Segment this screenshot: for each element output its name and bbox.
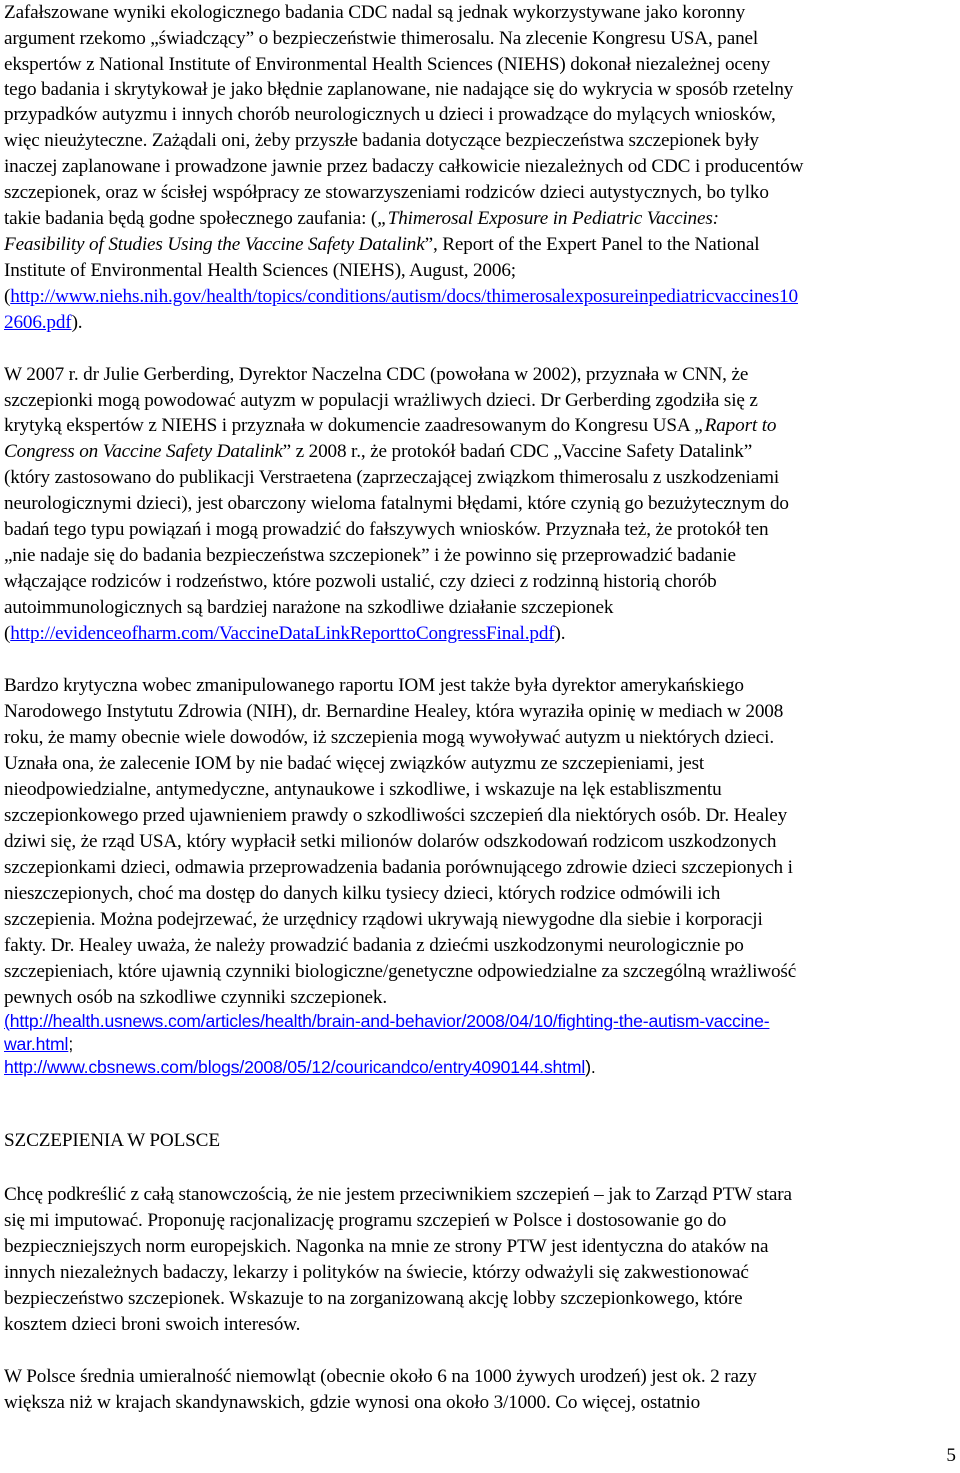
text-span: więc nieużyteczne. Zażądali oni, żeby przyszłe badania dotyczące bezpieczeństwa szczepionek były [4, 130, 759, 151]
text-line [4, 154, 803, 180]
text-span: ”, Report of the Expert Panel to the National [424, 234, 760, 255]
hyperlink[interactable]: war.html [4, 1034, 69, 1054]
text-span: ekspertów z National Institute of Environmental Health Sciences (NIEHS) dokonał niezależnej oceny [4, 54, 771, 75]
text-line [4, 465, 779, 491]
text-line [4, 1390, 700, 1416]
text-span: szczepionek, oraz w ścisłej współpracy ze stowarzyszeniami rodziców dzieci autystycznych, bo tylko [4, 182, 769, 203]
text-span: szczepienia. Można podejrzewać, że urzędnicy rządowi ukrywają niewygodne dla siebie i korporacji [4, 909, 763, 930]
text-span: bezpieczniejszych norm europejskich. Nagonka na mnie ze strony PTW jest identyczna do ataków na [4, 1236, 769, 1257]
text-line [4, 491, 789, 517]
text-span: kosztem dzieci broni swoich interesów. [4, 1314, 301, 1335]
text-span: nieszczepionych, choć ma dostęp do danych kilku tysiecy dzieci, których rodzice odmówili ich [4, 883, 721, 904]
italic-text: Congress on Vaccine Safety Datalink [4, 441, 283, 462]
text-line [4, 1128, 220, 1154]
page-number: 5 [946, 1445, 956, 1466]
text-line [4, 413, 776, 439]
text-line [4, 595, 613, 621]
text-span: ). [585, 1057, 596, 1077]
text-line [4, 77, 793, 103]
text-line [4, 751, 704, 777]
hyperlink[interactable]: http://health.usnews.com/articles/health/brain-and-behavior/2008/04/10/fighting-the-autism-vaccine- [9, 1011, 770, 1031]
text-span: szczepionkami dzieci, odmawia przeprowadzenia badania porównującego zdrowie dzieci szczepionych i [4, 857, 793, 878]
text-line [4, 855, 793, 881]
text-line [4, 517, 768, 543]
hyperlink[interactable]: http://www.niehs.nih.gov/health/topics/conditions/autism/docs/thimerosalexposureinpediatricvaccines10 [10, 286, 798, 307]
text-line [4, 907, 763, 933]
text-span: roku, że mamy obecnie wiele dowodów, iż szczepienia mogą wywoływać autyzm u niektórych dzieci. [4, 727, 774, 748]
text-span: włączające rodziców i rodzeństwo, które pozwoli ustalić, czy dzieci z rodzinną historią chorób [4, 571, 717, 592]
text-span: ( [4, 286, 11, 307]
italic-text: Feasibility of Studies Using the Vaccine Safety Datalink [4, 234, 425, 255]
text-span: większa niż w krajach skandynawskich, gdzie wynosi ona około 3/1000. Co więcej, ostatnio [4, 1392, 701, 1413]
text-line [4, 362, 748, 388]
text-line [4, 0, 745, 26]
text-span: badań tego typu powiązań i mogą prowadzić do fałszywych wniosków. Przyznała też, że protokół ten [4, 519, 769, 540]
hyperlink[interactable]: ( [4, 1011, 10, 1031]
text-line [4, 258, 516, 284]
text-span: Zafałszowane wyniki ekologicznego badania CDC nadal są jednak wykorzystywane jako koronny [4, 2, 746, 23]
text-line [4, 1008, 769, 1034]
text-span: nieodpowiedzialne, antymedyczne, antynaukowe i szkodliwe, i wskazuje na lęk establiszmentu [4, 779, 722, 800]
text-line [4, 933, 744, 959]
text-span: krytyką ekspertów z NIEHS i przyznała w dokumencie zaadresowanym do Kongresu USA [4, 415, 695, 436]
text-line [4, 1260, 749, 1286]
text-span: argument rzekomo „świadczący” o bezpieczeństwie thimerosalu. Na zlecenie Kongresu USA, panel [4, 28, 759, 49]
text-span: bezpieczeństwo szczepionek. Wskazuje to na zorganizowaną akcję lobby szczepionkowego, które [4, 1288, 743, 1309]
text-span: się mi imputować. Proponuję racjonalizację programu szczepień w Polsce i dostosowanie go do [4, 1210, 727, 1231]
text-span: Narodowego Instytutu Zdrowia (NIH), dr. Bernardine Healey, która wyraziła opinię w mediach w 2008 [4, 701, 784, 722]
text-span: ). [71, 312, 83, 333]
italic-text: „Raport to [694, 415, 777, 436]
text-span: przypadków autyzmu i innych chorób neurologicznych u dzieci i prowadzące do mylących wniosków, [4, 104, 776, 125]
text-line [4, 621, 565, 647]
text-span: szczepieniach, które ujawnią czynniki biologiczne/genetyczne odpowiedzialne za szczególną wrażliwość [4, 961, 797, 982]
text-line [4, 128, 759, 154]
text-line [4, 1364, 757, 1390]
text-span: szczepionkowego przed ujawnieniem prawdy o szkodliwości szczepień dla niektórych osób. Dr. Healey [4, 805, 788, 826]
text-span: Chcę podkreślić z całą stanowczością, że nie jestem przeciwnikiem szczepień – jak to Zarząd PTW stara [4, 1184, 792, 1205]
text-line [4, 284, 798, 310]
text-span: ” z 2008 r., że protokół badań CDC „Vaccine Safety Datalink” [282, 441, 753, 462]
text-span: tego badania i skrytykował je jako błędnie zaplanowane, nie nadające się do wykrycia w sposób rzetelny [4, 79, 794, 100]
text-span: SZCZEPIENIA W POLSCE [4, 1130, 220, 1151]
text-line [4, 829, 776, 855]
text-line [4, 1286, 742, 1312]
text-span: Institute of Environmental Health Sciences (NIEHS), August, 2006; [4, 260, 516, 281]
text-line [4, 439, 752, 465]
text-span: autoimmunologicznych są bardziej narażone na szkodliwe działanie szczepionek [4, 597, 614, 618]
text-span: W Polsce średnia umieralność niemowląt (obecnie około 6 na 1000 żywych urodzeń) jest ok. 2 razy [4, 1366, 757, 1387]
text-line [4, 673, 744, 699]
text-line [4, 1234, 768, 1260]
text-line [4, 310, 82, 336]
text-span: innych niezależnych badaczy, lekarzy i polityków na świecie, którzy odważyli się zakwestionować [4, 1262, 749, 1283]
text-span: Bardzo krytyczna wobec zmanipulowanego raportu IOM jest także była dyrektor amerykańskiego [4, 675, 744, 696]
text-span: takie badania będą godne społecznego zaufania: ( [4, 208, 378, 229]
text-line [4, 232, 759, 258]
text-span: neurologicznymi dzieci), jest obarczony wieloma fatalnymi błędami, które czynią go bezużytecznym do [4, 493, 789, 514]
hyperlink[interactable]: http://evidenceofharm.com/VaccineDataLinkReporttoCongressFinal.pdf [10, 623, 555, 644]
text-span: ; [68, 1034, 74, 1054]
text-span: „nie nadaje się do badania bezpieczeństwa szczepionek” i że powinno się przeprowadzić badanie [4, 545, 736, 566]
text-line [4, 1208, 726, 1234]
text-span: Uznała ona, że zalecenie IOM by nie badać więcej związków autyzmu ze szczepieniami, jest [4, 753, 705, 774]
text-line [4, 180, 769, 206]
text-span: inaczej zaplanowane i prowadzone jawnie przez badaczy całkowicie niezależnych od CDC i producentów [4, 156, 804, 177]
text-span: szczepionki mogą powodować autyzm w populacji wrażliwych dzieci. Dr Gerberding zgodziła się z [4, 390, 758, 411]
text-line [4, 1054, 596, 1080]
text-line [4, 725, 774, 751]
text-line [4, 1182, 792, 1208]
text-line [4, 699, 783, 725]
text-line [4, 206, 719, 232]
text-line [4, 52, 770, 78]
text-line [4, 1312, 300, 1338]
text-line [4, 777, 722, 803]
italic-text: „Thimerosal Exposure in Pediatric Vaccines: [377, 208, 719, 229]
hyperlink[interactable]: http://www.cbsnews.com/blogs/2008/05/12/couricandco/entry4090144.shtml [4, 1057, 586, 1077]
text-span: dziwi się, że rząd USA, który wypłacił setki milionów dolarów odszkodowań rodzicom uszkodzonych [4, 831, 777, 852]
text-line [4, 881, 720, 907]
text-line [4, 569, 717, 595]
text-span: ). [554, 623, 566, 644]
text-line [4, 803, 787, 829]
text-span: W 2007 r. dr Julie Gerberding, Dyrektor Naczelna CDC (powołana w 2002), przyznała w CNN, że [4, 364, 749, 385]
text-span: pewnych osób na szkodliwe czynniki szczepionek. [4, 987, 387, 1008]
text-span: (który zastosowano do publikacji Verstraetena (zaprzeczającej związkom thimerosalu z uszkodzeniami [4, 467, 780, 488]
hyperlink[interactable]: 2606.pdf [4, 312, 72, 333]
text-line [4, 26, 758, 52]
text-line [4, 102, 776, 128]
text-line [4, 388, 758, 414]
text-line [4, 543, 736, 569]
text-span: ( [4, 623, 11, 644]
text-span: fakty. Dr. Healey uważa, że należy prowadzić badania z dziećmi uszkodzonymi neurologicznie po [4, 935, 744, 956]
text-line [4, 959, 796, 985]
